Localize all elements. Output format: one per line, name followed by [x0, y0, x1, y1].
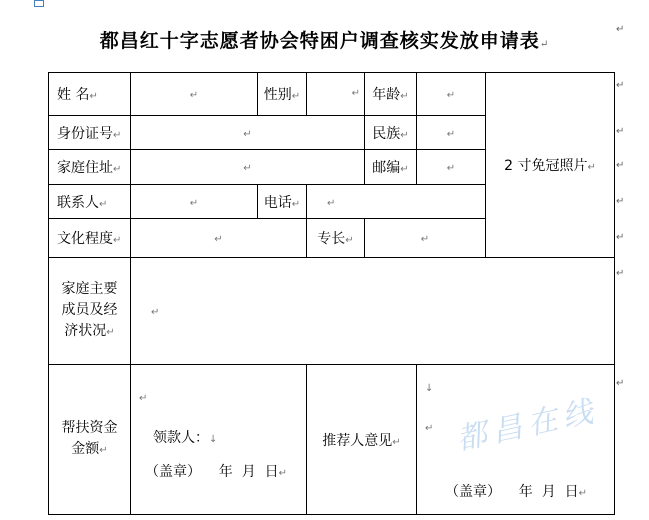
- address-label: 家庭住址↵: [49, 150, 131, 185]
- watermark: 都昌在线: [453, 393, 602, 458]
- photo-area: 2 寸免冠照片↵: [486, 73, 615, 258]
- application-form-table: [48, 72, 615, 515]
- paragraph-mark-icon: ↵: [616, 126, 625, 137]
- table-row: [49, 258, 615, 365]
- family-status-field[interactable]: ↵: [131, 258, 615, 365]
- age-field[interactable]: ↵: [417, 73, 486, 116]
- gender-field[interactable]: ↵: [307, 73, 365, 116]
- table-row: [49, 365, 615, 515]
- name-field[interactable]: ↵: [131, 73, 258, 116]
- recipient-field[interactable]: ↵ 领款人：↓ （盖章） 年 月 日↵: [131, 365, 307, 515]
- postcode-field[interactable]: ↵: [417, 150, 486, 185]
- age-label: 年龄↵: [365, 73, 417, 116]
- ethnicity-label: 民族↵: [365, 116, 417, 150]
- seal-date-right: （盖章） 年 月 日: [445, 484, 579, 500]
- recommender-label: 推荐人意见↵: [307, 365, 417, 515]
- photo-label: 2 寸免冠照片: [504, 158, 588, 174]
- form-title: 都昌红十字志愿者协会特困户调查核实发放申请表↵: [99, 30, 550, 52]
- paragraph-mark-icon: ↵: [616, 268, 625, 279]
- recommender-opinion-field[interactable]: ↓ ↵ （盖章） 年 月 日↵: [417, 365, 615, 515]
- paragraph-mark-icon: ↵: [616, 378, 625, 389]
- gender-label: 性别↵: [258, 73, 307, 116]
- address-field[interactable]: ↵: [131, 150, 365, 185]
- education-field[interactable]: ↵: [131, 219, 307, 258]
- id-number-field[interactable]: ↵: [131, 116, 365, 150]
- name-label: 姓 名↵: [49, 73, 131, 116]
- education-label: 文化程度↵: [49, 219, 131, 258]
- phone-label: 电话↵: [258, 185, 307, 219]
- paragraph-mark-icon: ↵: [616, 160, 625, 171]
- corner-marker-icon: [34, 0, 44, 7]
- paragraph-mark-icon: ↵: [616, 232, 625, 243]
- aid-amount-label: 帮扶资金 金额↵: [49, 365, 131, 515]
- paragraph-mark-icon: ↵: [616, 80, 625, 91]
- contact-field[interactable]: ↵: [131, 185, 258, 219]
- paragraph-mark-icon: ↵: [539, 39, 550, 50]
- seal-date-left: （盖章） 年 月 日: [145, 464, 279, 480]
- contact-label: 联系人↵: [49, 185, 131, 219]
- phone-field[interactable]: ↵: [307, 185, 486, 219]
- specialty-label: 专长↵: [307, 219, 365, 258]
- ethnicity-field[interactable]: ↵: [417, 116, 486, 150]
- family-status-label: 家庭主要 成员及经 济状况↵: [49, 258, 131, 365]
- paragraph-mark-icon: ↵: [616, 196, 625, 207]
- id-number-label: 身份证号↵: [49, 116, 131, 150]
- recipient-label: 领款人：: [153, 430, 209, 446]
- paragraph-mark-icon: ↵: [616, 24, 625, 35]
- specialty-field[interactable]: ↵: [365, 219, 486, 258]
- postcode-label: 邮编↵: [365, 150, 417, 185]
- table-row: [49, 73, 615, 116]
